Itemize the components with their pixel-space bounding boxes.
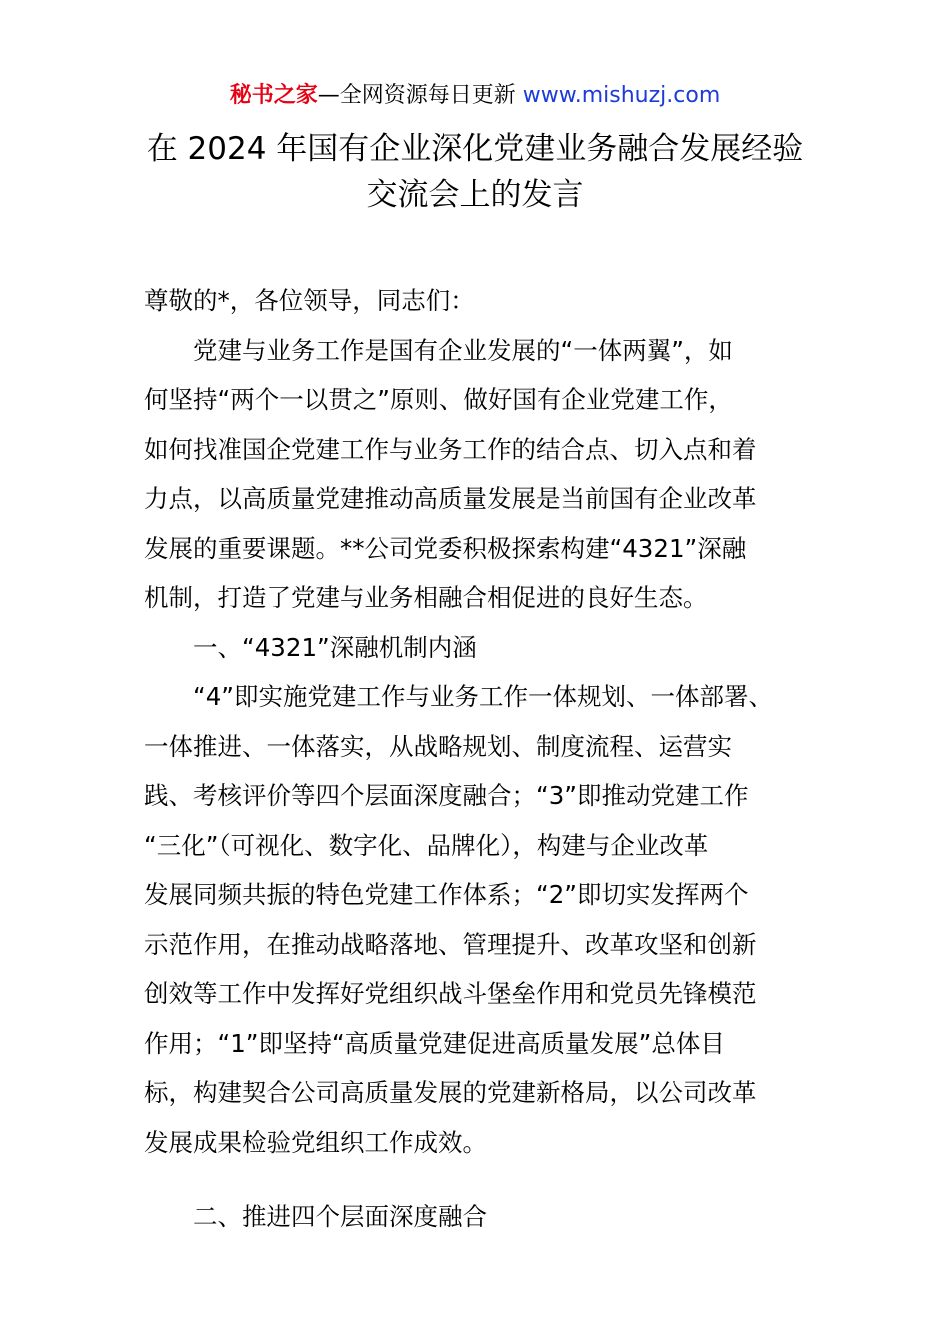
paragraph-2-line: “4”即实施党建工作与业务工作一体规划、一体部署、: [193, 682, 773, 711]
brand-name: 秘书之家: [229, 83, 318, 108]
title-line-2: 交流会上的发言: [366, 177, 584, 213]
header-tagline: —全网资源每日更新: [317, 83, 523, 108]
paragraph-2-line: 作用；“1”即坚持“高质量党建促进高质量发展”总体目: [144, 1028, 725, 1058]
paragraph-1-line: 如何找准国企党建工作与业务工作的结合点、切入点和着: [144, 434, 757, 464]
document-body: [144, 276, 814, 1242]
paragraph-1-line: 党建与业务工作是国有企业发展的“一体两翼”，如: [193, 335, 733, 365]
section-heading-2: 二、推进四个层面深度融合: [193, 1202, 487, 1231]
paragraph-2-line: “三化”（可视化、数字化、品牌化），构建与企业改革: [144, 830, 709, 860]
salutation: 尊敬的*，各位领导，同志们：: [144, 286, 475, 315]
title-line-1: 在 2024 年国有企业深化党建业务融合发展经验: [146, 131, 804, 167]
site-url-link[interactable]: www.mishuzj.com: [522, 83, 721, 108]
paragraph-2-line: 标，构建契合公司高质量发展的党建新格局，以公司改革: [144, 1078, 757, 1107]
paragraph-1-line: 何坚持“两个一以贯之”原则、做好国有企业党建工作，: [144, 385, 733, 414]
section-heading-1: 一、“4321”深融机制内涵: [193, 632, 477, 662]
paragraph-1-line: 机制，打造了党建与业务相融合相促进的良好生态。: [144, 583, 708, 612]
paragraph-2-line: 发展同频共振的特色党建工作体系；“2”即切实发挥两个: [144, 880, 749, 909]
paragraph-2-line: 创效等工作中发挥好党组织战斗堡垒作用和党员先锋模范: [144, 979, 757, 1008]
document-title: [60, 126, 890, 218]
paragraph-2-line: 一体推进、一体落实，从战略规划、制度流程、运营实: [144, 731, 732, 761]
site-header: [0, 80, 950, 112]
paragraph-2-line: 发展成果检验党组织工作成效。: [144, 1127, 487, 1157]
paragraph-2-line: 践、考核评价等四个层面深度融合；“3”即推动党建工作: [144, 781, 749, 810]
paragraph-1-line: 发展的重要课题。**公司党委积极探索构建“4321”深融: [144, 533, 747, 563]
paragraph-spacer: [144, 1167, 814, 1192]
paragraph-2-line: 示范作用，在推动战略落地、管理提升、改革攻坚和创新: [144, 929, 757, 959]
paragraph-1-line: 力点，以高质量党建推动高质量发展是当前国有企业改革: [144, 484, 757, 513]
